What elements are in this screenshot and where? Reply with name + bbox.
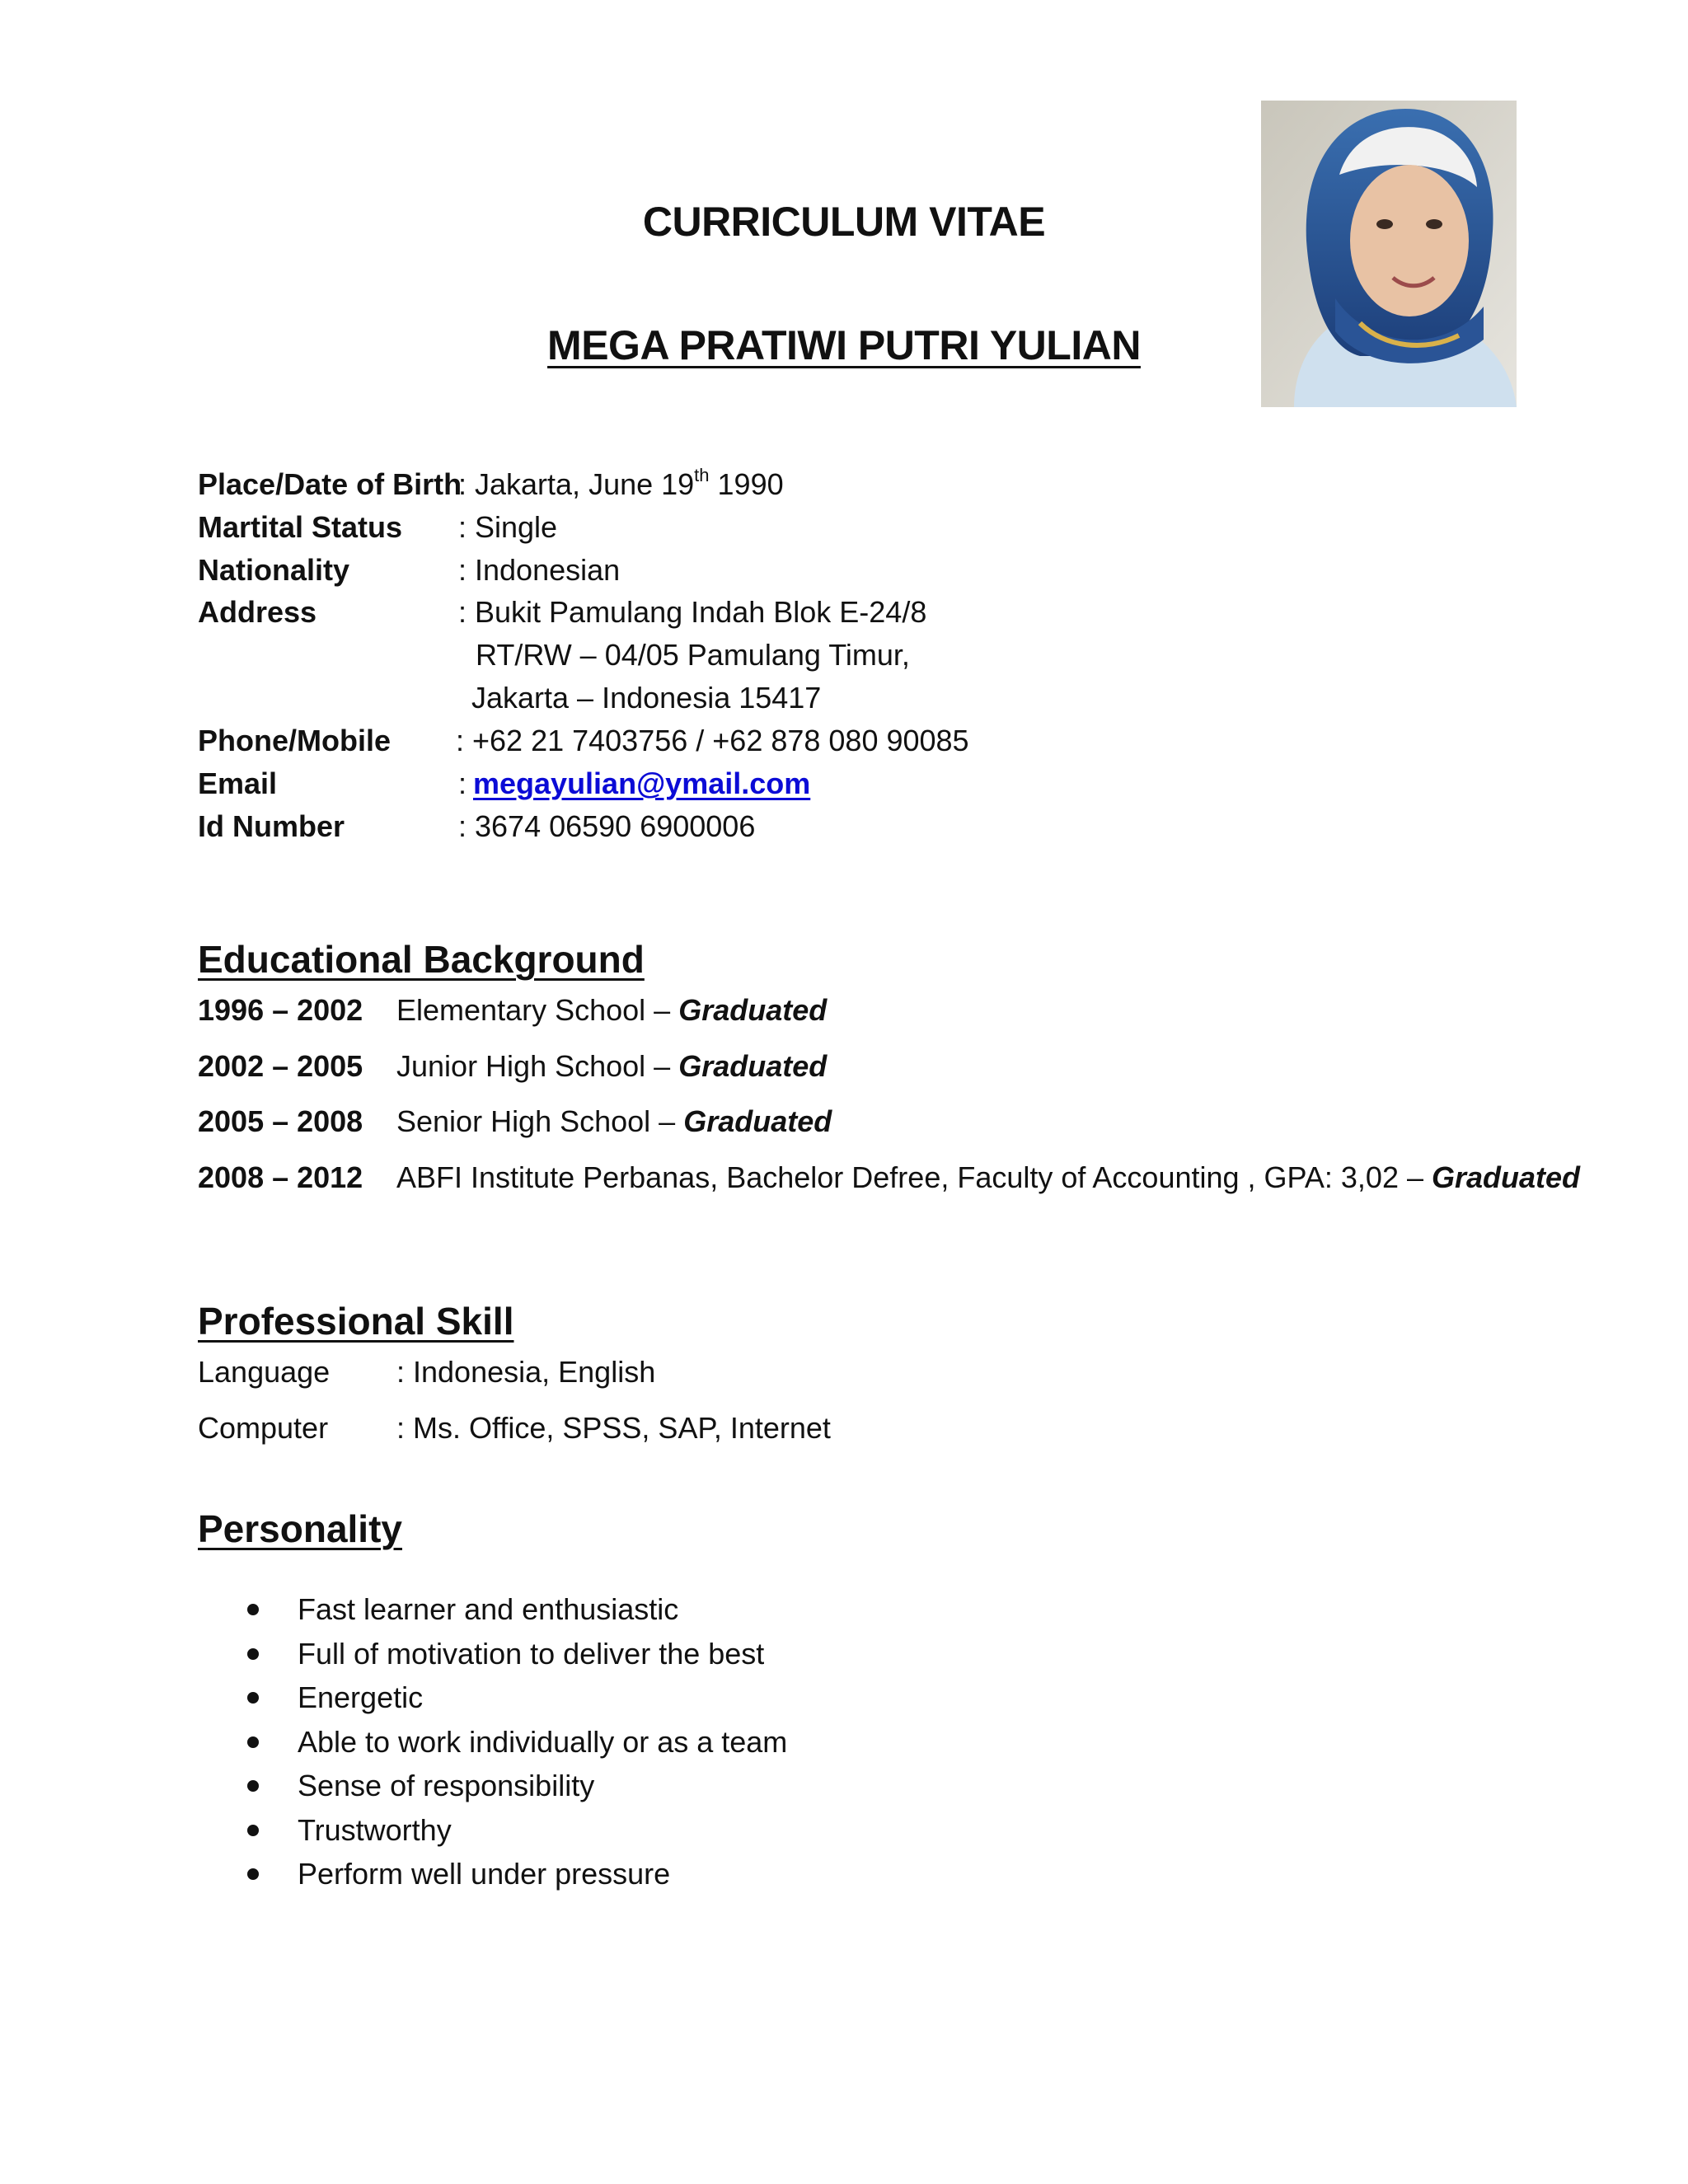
skill-label: Computer	[198, 1411, 329, 1445]
marital-value: : Single	[458, 510, 558, 544]
education-status: Graduated	[683, 1104, 832, 1138]
skill-label: Language	[198, 1355, 331, 1389]
nationality-value: : Indonesian	[458, 553, 621, 587]
education-school: Elementary School –	[396, 993, 679, 1027]
education-school: ABFI Institute Perbanas, Bachelor Defree, Faculty of Accounting , GPA: 3,02 –	[396, 1160, 1432, 1194]
education-description	[396, 1161, 1580, 1194]
address-line-1: : Bukit Pamulang Indah Blok E-24/8	[458, 595, 927, 629]
person-name-text: MEGA PRATIWI PUTRI YULIAN	[547, 322, 1141, 368]
birth-value-suffix: 1990	[709, 467, 784, 501]
education-status: Graduated	[678, 1049, 828, 1083]
education-description	[396, 994, 827, 1027]
birth-value-prefix: : Jakarta, June 19	[458, 467, 695, 501]
personality-item: Perform well under pressure	[298, 1857, 671, 1891]
email-value	[458, 767, 810, 800]
phone-label: Phone/Mobile	[198, 724, 391, 757]
bullet-icon	[247, 1825, 259, 1836]
bullet-icon	[247, 1868, 259, 1880]
education-status: Graduated	[678, 993, 828, 1027]
education-school: Senior High School –	[396, 1104, 684, 1138]
education-heading: Educational Background	[198, 938, 645, 981]
bullet-icon	[247, 1780, 259, 1792]
skill-value: : Ms. Office, SPSS, SAP, Internet	[396, 1411, 831, 1445]
education-description	[396, 1105, 832, 1138]
education-years: 2002 – 2005	[198, 1049, 363, 1083]
birth-value-sup: th	[694, 465, 710, 485]
personality-item: Trustworthy	[298, 1813, 452, 1847]
id-value: : 3674 06590 6900006	[458, 809, 756, 843]
address-label: Address	[198, 595, 317, 629]
bullet-icon	[247, 1604, 259, 1615]
email-colon: :	[458, 766, 467, 800]
bullet-icon	[247, 1736, 259, 1748]
profile-photo	[1261, 101, 1517, 407]
email-label: Email	[198, 766, 278, 800]
education-school: Junior High School –	[396, 1049, 679, 1083]
education-years: 1996 – 2002	[198, 993, 363, 1027]
bullet-icon	[247, 1648, 259, 1660]
skills-heading: Professional Skill	[198, 1300, 514, 1343]
id-label: Id Number	[198, 809, 345, 843]
personality-item: Full of motivation to deliver the best	[298, 1637, 765, 1671]
nationality-label: Nationality	[198, 553, 350, 587]
education-description	[396, 1050, 827, 1083]
phone-value: : +62 21 7403756 / +62 878 080 90085	[456, 724, 969, 757]
education-years: 2008 – 2012	[198, 1160, 363, 1194]
education-years: 2005 – 2008	[198, 1104, 363, 1138]
skill-value: : Indonesia, English	[396, 1355, 656, 1389]
marital-label: Martital Status	[198, 510, 403, 544]
education-status: Graduated	[1432, 1160, 1581, 1194]
birth-value	[458, 465, 784, 501]
address-line-3: Jakarta – Indonesia 15417	[471, 681, 822, 715]
personality-item: Energetic	[298, 1680, 424, 1714]
birth-label: Place/Date of Birth	[198, 467, 462, 501]
personality-item: Sense of responsibility	[298, 1769, 595, 1802]
bullet-icon	[247, 1692, 259, 1704]
personality-heading: Personality	[198, 1507, 402, 1550]
address-line-2: RT/RW – 04/05 Pamulang Timur,	[476, 638, 910, 672]
personality-item: Able to work individually or as a team	[298, 1725, 788, 1759]
personality-item: Fast learner and enthusiastic	[298, 1592, 679, 1626]
email-link[interactable]: megayulian@ymail.com	[473, 766, 811, 800]
document-title: CURRICULUM VITAE	[642, 199, 1046, 245]
